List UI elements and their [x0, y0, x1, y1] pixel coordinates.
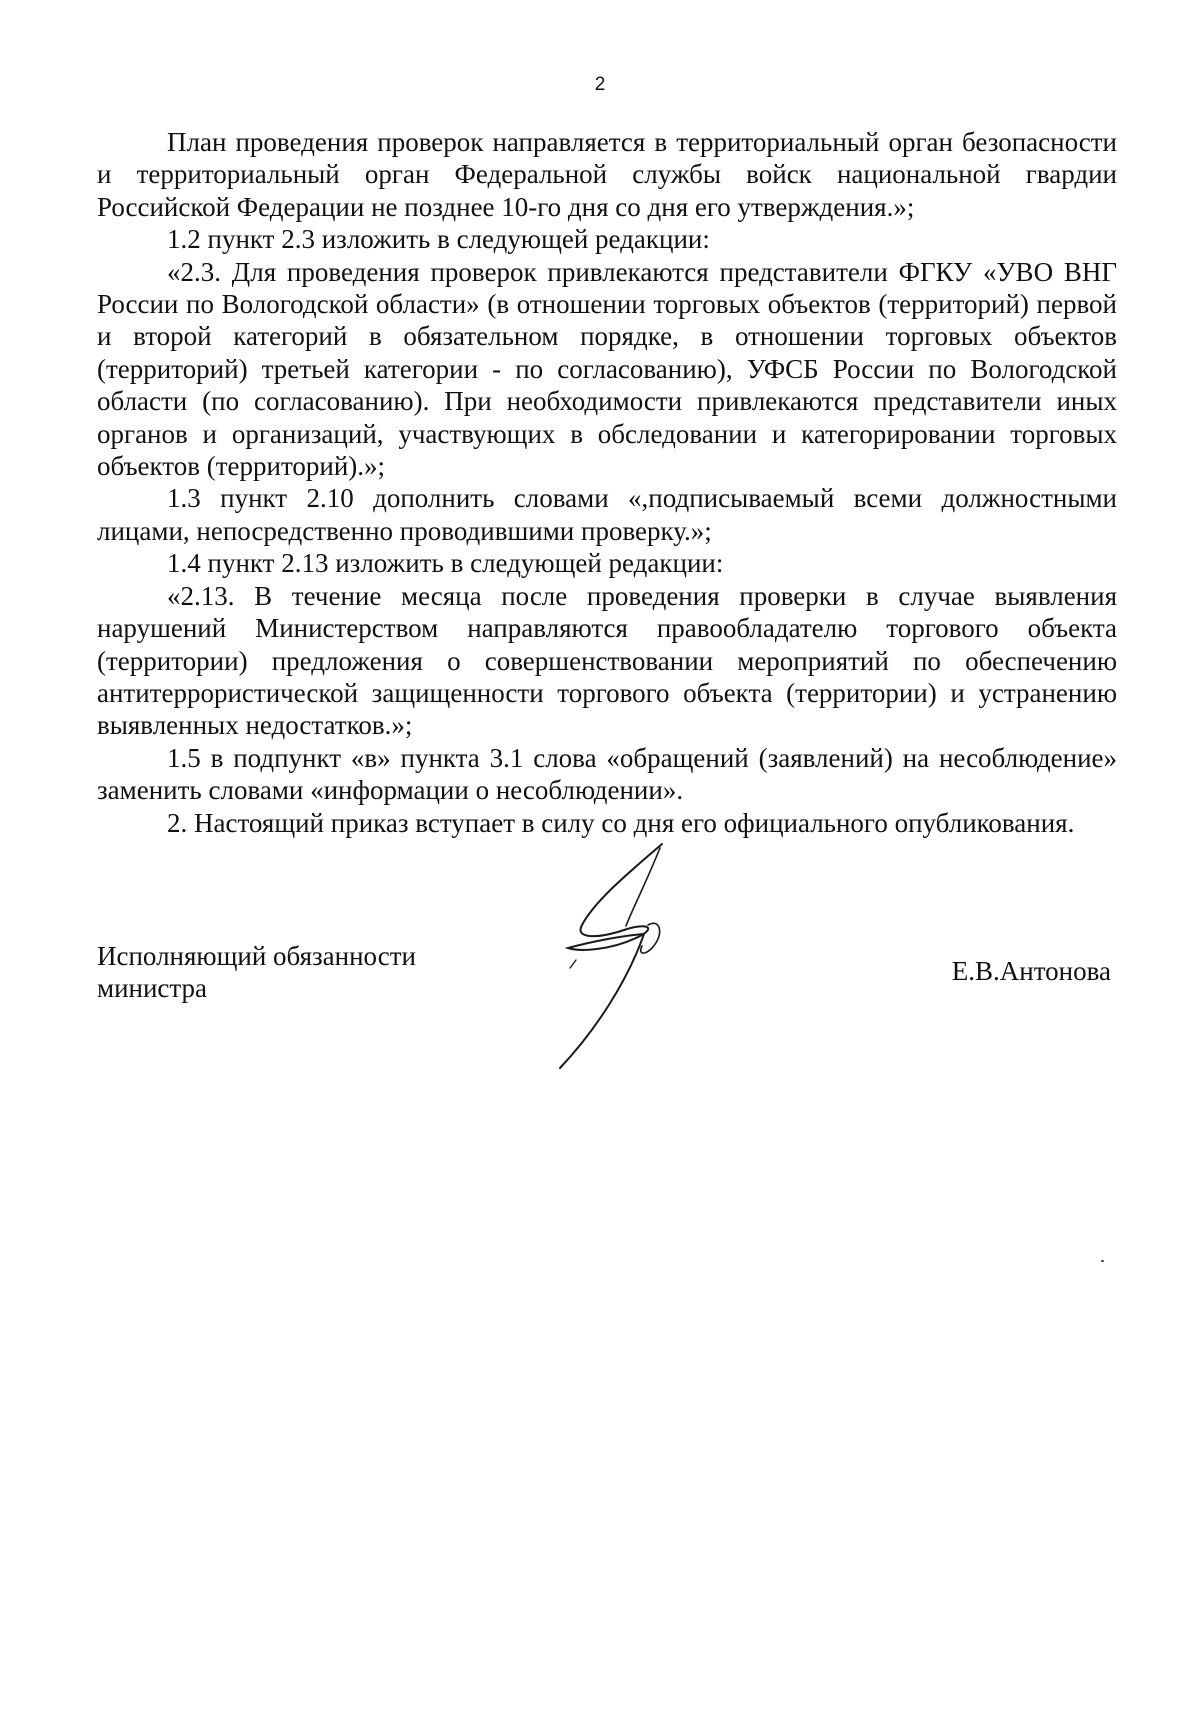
signatory-title [97, 940, 517, 1005]
paragraph-item-1-5: 1.5 в подпункт «в» пункта 3.1 слова «обращений (заявлений) на несоблюдение» заменить словами «информации о несоблюдении». [97, 742, 1117, 806]
paragraph-item-1-3: 1.3 пункт 2.10 дополнить словами «,подписываемый всеми должностными лицами, непосредственно проводившими проверку.»; [97, 483, 1117, 546]
signatory-name: Е.В.Антонова [951, 956, 1111, 986]
paragraph-item-1-2: 1.2 пункт 2.3 изложить в следующей редакции: [167, 224, 710, 255]
handwritten-signature [540, 830, 710, 1070]
page-number: 2 [594, 74, 606, 95]
signatory-title-line-1: Исполняющий обязанности [97, 941, 416, 971]
scan-artifact [1101, 1260, 1104, 1262]
paragraph-clause-2-13: «2.13. В течение месяца после проведения проверки в случае выявления нарушений Министерством направляются правообладателю торгового объекта (территории) предложения о совершенствовании мероприятий по обеспечению антитеррористической защищенности торгового объекта (территории) и устранению выявленных недостатков.»; [97, 580, 1117, 741]
paragraph-item-2-effective: 2. Настоящий приказ вступает в силу со дня его официального опубликования. [167, 807, 1075, 838]
paragraph-clause-2-3: «2.3. Для проведения проверок привлекаются представители ФГКУ «УВО ВНГ России по Вологодской области» (в отношении торговых объектов (территорий) первой и второй категорий в обязательном порядке, в отношении торговых объектов (территорий) третьей категории - по согласованию), УФСБ России по Вологодской области (по согласованию). При необходимости привлекаются представители иных органов и организаций, участвующих в обследовании и категорировании торговых объектов (территорий).»; [97, 256, 1117, 482]
paragraph-plan-notice: План проведения проверок направляется в территориальный орган безопасности и территориальный орган Федеральной службы войск национальной гвардии Российской Федерации не позднее 10-го дня со дня его утверждения.»; [97, 127, 1117, 222]
document-body [97, 126, 1117, 839]
paragraph-item-1-4: 1.4 пункт 2.13 изложить в следующей редакции: [167, 548, 724, 579]
signatory-title-line-2: министра [97, 973, 208, 1004]
